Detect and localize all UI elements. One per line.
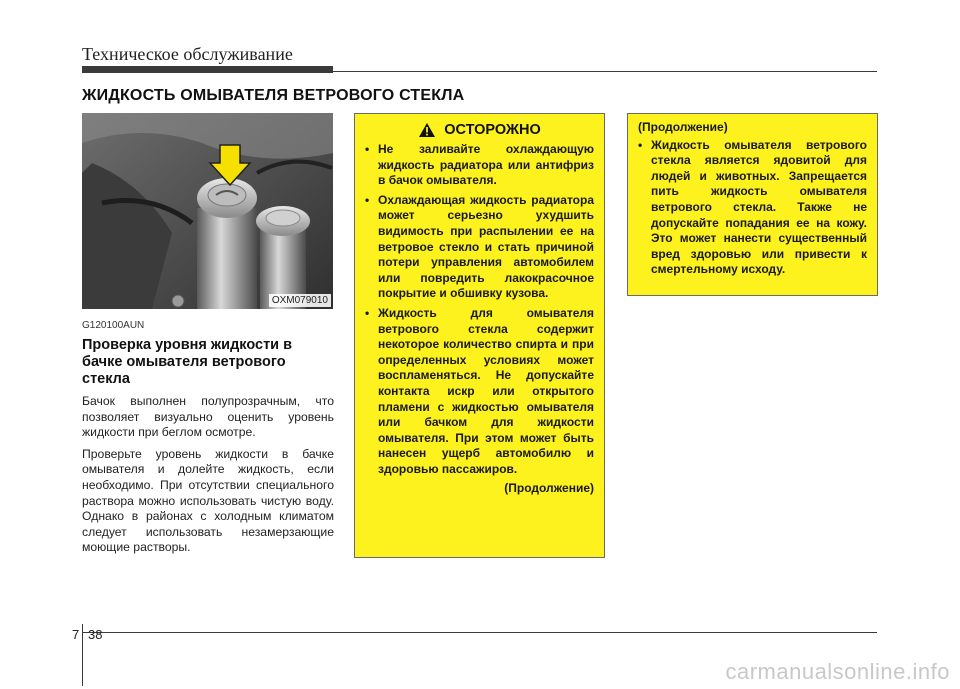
photo-code: OXM079010 — [269, 294, 331, 307]
caution-list — [638, 138, 867, 278]
caution-header — [365, 122, 594, 138]
footer-rule — [82, 632, 877, 633]
continued-label: (Продолжение) — [504, 481, 594, 496]
caution-list — [365, 142, 594, 477]
washer-reservoir-photo — [82, 113, 333, 309]
header-rule — [82, 66, 333, 73]
caution-item: • Жидкость омывателя ветрового стекла является ядовитой для людей и животных. Запрещается пить жидкость омывателя ветрового стекла. Также не допускайте попадания ее на кожу. Это может нанести существенный вред здоровью или привести к смертельному исходу. — [638, 138, 867, 278]
caution-item: • Жидкость для омывателя ветрового стекла содержит некоторое количество спирта и при определенных условиях может воспламеняться. Не допускайте контакта искр или открытого пламени с жидкостью омывателя или бачком для жидкости омывателя. При этом может быть нанесен ущерб автомобилю и здоровью пассажиров. — [365, 306, 594, 478]
page-number: 38 — [88, 627, 103, 642]
caution-box — [354, 113, 605, 558]
subheading: Проверка уровня жидкости в бачке омывателя ветрового стекла — [82, 337, 293, 387]
chapter-number: 7 — [72, 627, 80, 642]
footer-divider — [82, 624, 83, 686]
left-column — [82, 320, 334, 562]
caution-item: • Не заливайте охлаждающую жидкость радиатора или антифриз в бачок омывателя. — [365, 142, 594, 189]
watermark: carmanualsonline.info — [725, 659, 950, 684]
paragraph: Бачок выполнен полупрозрачным, что позволяет визуально оценить уровень жидкости при беглом осмотре. — [82, 394, 334, 440]
caution-title: ОСТОРОЖНО — [444, 122, 541, 138]
section-title: ЖИДКОСТЬ ОМЫВАТЕЛЯ ВЕТРОВОГО СТЕКЛА — [82, 87, 465, 104]
warning-triangle-icon — [418, 122, 436, 138]
header-title: Техническое обслуживание — [82, 44, 293, 64]
paragraph: Проверьте уровень жидкости в бачке омывателя и долейте жидкость, если необходимо. При отсутствии специального раствора можно использовать чистую воду. Однако в районах с холодным климатом следует использовать незамерзающие моющие растворы. — [82, 446, 334, 555]
continued-label: (Продолжение) — [638, 120, 728, 134]
doc-code: G120100AUN — [82, 320, 145, 331]
caution-box-continued — [627, 113, 878, 296]
header-rule-thin — [333, 71, 877, 72]
engine-bay-illustration — [82, 113, 333, 309]
caution-item: • Охлаждающая жидкость радиатора может серьезно ухудшить видимость при распылении ее на ветровое стекло и стать причиной потери управления автомобилем или повредить лакокрасочное покрытие и обшивку кузова. — [365, 193, 594, 302]
